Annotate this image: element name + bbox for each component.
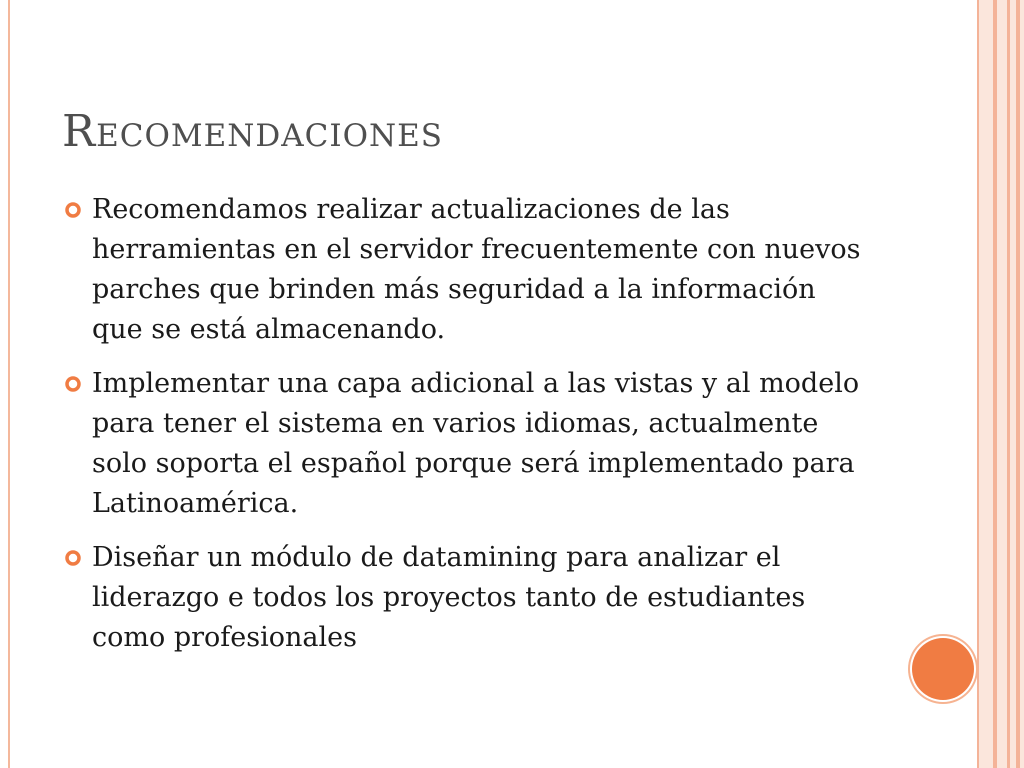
slide-title: Recomendaciones [62, 106, 444, 157]
decorative-stripe [1007, 0, 1010, 768]
bullet-item [62, 190, 862, 350]
left-border-line [8, 0, 10, 768]
ring-bullet-icon [64, 549, 82, 567]
bullet-text: Diseñar un módulo de datamining para analizar el liderazgo e todos los proyectos tanto de estudiantes como profesionales [92, 542, 806, 653]
decorative-stripe [977, 0, 979, 768]
decorative-stripe [1016, 0, 1020, 768]
ring-bullet-icon [64, 375, 82, 393]
bullet-list [62, 190, 862, 672]
bullet-item [62, 538, 862, 658]
bullet-item [62, 364, 862, 524]
decorative-stripe [993, 0, 997, 768]
accent-circle [912, 638, 974, 700]
bullet-text: Recomendamos realizar actualizaciones de las herramientas en el servidor frecuentemente con nuevos parches que brinden más seguridad a la información que se está almacenando. [92, 194, 861, 345]
ring-bullet-icon [64, 201, 82, 219]
bullet-text: Implementar una capa adicional a las vistas y al modelo para tener el sistema en varios idiomas, actualmente solo soporta el español porque será implementado para Latinoamérica. [92, 368, 860, 519]
